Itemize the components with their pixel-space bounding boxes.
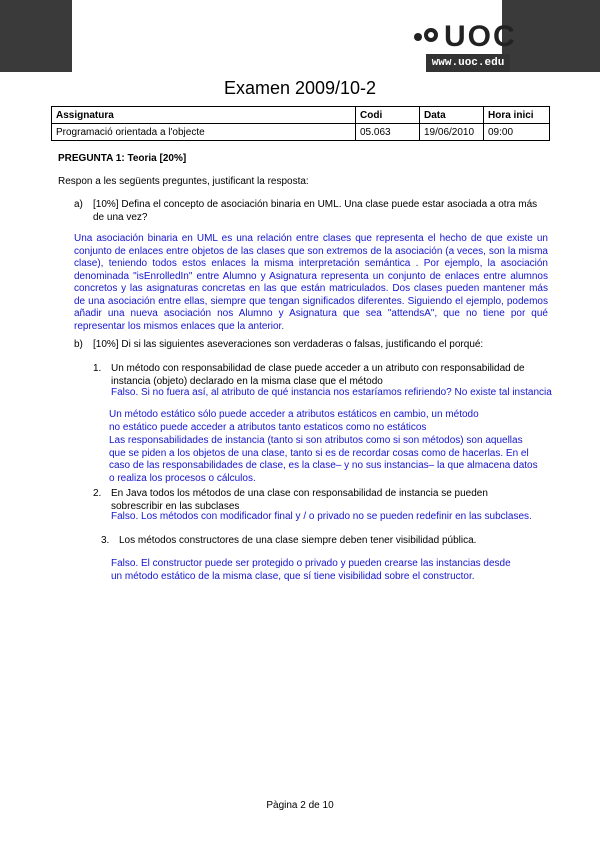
uoc-logo-mark-icon bbox=[412, 26, 442, 48]
table-cell: 19/06/2010 bbox=[420, 124, 484, 141]
item-a-answer: Una asociación binaria en UML es una relación entre clases que representa el hecho de que existe un conjunto de enlaces entre objetos de las clases que son extremos de la asociación (a veces, son la misma clase), teniendo todos estos enlaces la misma interpretación semántica . Por ejemplo, la asociación denominada "isEnrolledIn" entre Alumno y Asignatura representa un conjunto de enlaces entre alumnos concretos y las asignaturas concretas en las que están matriculados. Dos clases pueden mantener más de una asociación entre ellas, siempre que tengan significados diferentes. Siguiendo el ejemplo, podemos añadir una nueva asociación nos Alumno y Asignatura que sea "attendsA", que no tiene por qué representar los mismos enlaces que la anterior. bbox=[74, 233, 548, 332]
statement-3-number: 3. bbox=[101, 535, 110, 546]
table-row bbox=[52, 124, 550, 141]
table-cell: Programació orientada a l'objecte bbox=[52, 124, 356, 141]
statement-2-text: En Java todos los métodos de una clase con responsabilidad de instancia se pueden sobrescribir en las subclases bbox=[111, 488, 488, 512]
question-heading: PREGUNTA 1: Teoria [20%] bbox=[58, 153, 187, 164]
item-a-label: a) bbox=[74, 199, 83, 210]
statement-2-answer: Falso. Los métodos con modificador final y / o privado no se pueden redefinir en las subclases. bbox=[111, 511, 532, 522]
table-header-row bbox=[52, 107, 550, 124]
table-cell: 09:00 bbox=[484, 124, 550, 141]
exam-info-table bbox=[51, 106, 550, 141]
uoc-logo bbox=[412, 20, 517, 72]
page-number: Pàgina 2 de 10 bbox=[266, 800, 334, 811]
corner-block-left bbox=[0, 0, 72, 72]
table-header-cell: Assignatura bbox=[52, 107, 356, 124]
statement-1-answer: Falso. Si no fuera así, al atributo de qué instancia nos estaríamos refiriendo? No existe tal instancia bbox=[111, 387, 552, 398]
statement-3-text: Los métodos constructores de una clase siempre deben tener visibilidad pública. bbox=[119, 535, 477, 546]
table-header-cell: Hora inici bbox=[484, 107, 550, 124]
question-intro: Respon a les següents preguntes, justificant la resposta: bbox=[58, 176, 309, 187]
table-cell: 05.063 bbox=[356, 124, 420, 141]
statement-1-text: Un método con responsabilidad de clase puede acceder a un atributo con responsabilidad de instancia (objeto) declarado en la misma clase que el método bbox=[111, 363, 525, 387]
statement-2-number: 2. bbox=[93, 488, 102, 499]
statement-1-answer-explanation: Las responsabilidades de instancia (tanto si son atributos como si son métodos) son aquellas que se piden a los objetos de una clase, tanto si es de recordar cosas como de hacerlas. En el caso de las responsabilidades de clase, es la clase– y no sus instancias– la que almacena datos o realiza los procesos o cálculos. bbox=[109, 435, 538, 484]
item-a-text: [10%] Defina el concepto de asociación binaria en UML. Una clase puede estar asociada a otra más de una vez? bbox=[93, 199, 538, 223]
item-b-label: b) bbox=[74, 339, 83, 350]
logo-url: www.uoc.edu bbox=[426, 54, 510, 72]
statement-1-number: 1. bbox=[93, 363, 102, 374]
statement-3-answer: Falso. El constructor puede ser protegido o privado y pueden crearse las instancias desde un método estático de la misma clase, que sí tiene visibilidad sobre el constructor. bbox=[111, 558, 511, 582]
page-title: Examen 2009/10-2 bbox=[223, 78, 377, 98]
corner-block-right bbox=[502, 0, 600, 72]
item-b-text: [10%] Di si las siguientes aseveraciones son verdaderas o falsas, justificando el porqué: bbox=[93, 339, 484, 350]
logo-name: UOC bbox=[444, 20, 517, 53]
table-header-cell: Codi bbox=[356, 107, 420, 124]
statement-1-answer-detail: Un método estático sólo puede acceder a atributos estáticos en cambio, un método no estático puede acceder a atributos tanto estaticos como no estáticos bbox=[109, 409, 479, 433]
table-header-cell: Data bbox=[420, 107, 484, 124]
